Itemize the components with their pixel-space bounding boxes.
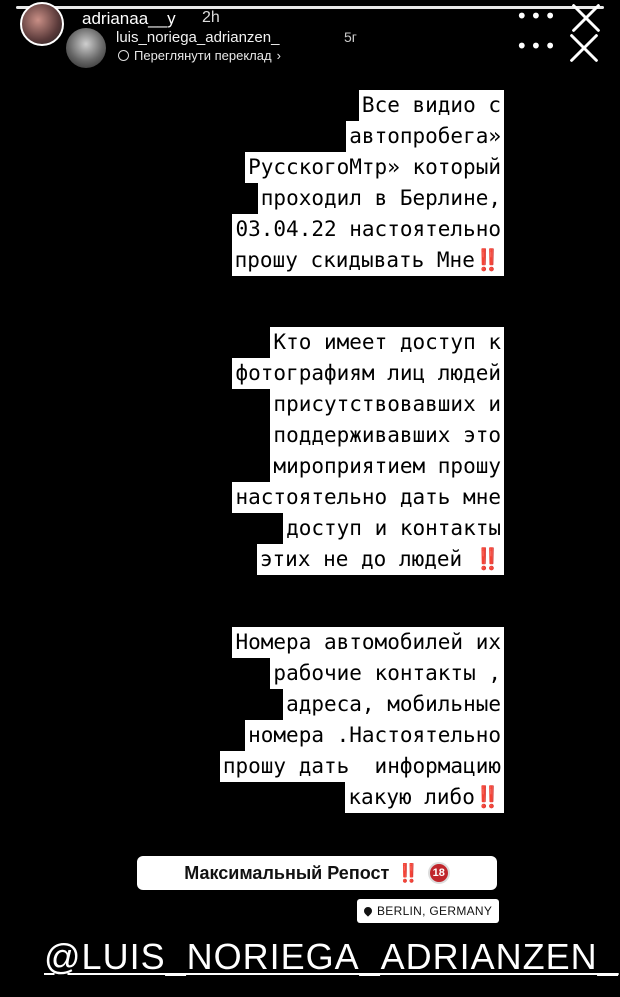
chevron-right-icon: › (276, 48, 281, 63)
story-timestamp: 2h (202, 9, 220, 26)
text-line: автопробега» (346, 121, 504, 152)
location-label: BERLIN, GERMANY (377, 904, 493, 918)
text-line: фотографиям лиц людей (232, 358, 504, 389)
line-text: прошу скидывать Мне (234, 248, 475, 272)
line-text: какую либо (348, 785, 475, 809)
double-exclamation-icon: ‼️ (474, 248, 501, 272)
text-line-with-emphasis (257, 544, 504, 575)
text-line: РусскогоМтр» который (245, 152, 504, 183)
text-block-3 (220, 627, 504, 813)
translate-link[interactable] (118, 48, 281, 63)
text-line: доступ и контакты (283, 513, 504, 544)
avatar[interactable] (20, 2, 64, 46)
mention-sticker[interactable]: @LUIS_NORIEGA_ADRIANZEN_ (44, 936, 619, 977)
text-line: присутствовавших и (270, 389, 504, 420)
text-line-with-emphasis (232, 245, 504, 276)
text-line: мироприятием прошу (270, 451, 504, 482)
text-line: Кто имеет доступ к (270, 327, 504, 358)
text-block-1 (232, 90, 504, 276)
repost-more-dots-icon[interactable]: • • • (515, 34, 554, 58)
repost-close-icon[interactable] (568, 32, 600, 64)
repost-sticker[interactable] (137, 856, 497, 890)
location-sticker[interactable] (357, 899, 499, 923)
more-dots-icon[interactable]: • • • (515, 4, 554, 28)
double-exclamation-icon: ‼️ (397, 862, 420, 883)
globe-icon (118, 50, 129, 61)
double-exclamation-icon: ‼️ (474, 785, 501, 809)
double-exclamation-icon: ‼️ (474, 547, 501, 571)
text-line: проходил в Берлине, (258, 183, 504, 214)
repost-timestamp: 5г (344, 29, 357, 45)
repost-username[interactable]: luis_noriega_adrianzen_ (116, 29, 280, 46)
text-line: настоятельно дать мне (232, 482, 504, 513)
line-text: этих не до людей (259, 547, 463, 571)
age-18-badge-icon: 18 (428, 862, 450, 884)
text-line: прошу дать информацию (220, 751, 504, 782)
translate-label: Переглянути переклад (134, 48, 272, 63)
repost-avatar[interactable] (66, 28, 106, 68)
text-line: Все видио с (359, 90, 504, 121)
text-line-with-emphasis (345, 782, 504, 813)
story-username[interactable]: adrianaa__y (82, 9, 176, 28)
text-line: адреса, мобильные (283, 689, 504, 720)
text-line: номера .Настоятельно (245, 720, 504, 751)
text-line: Номера автомобилей их (232, 627, 504, 658)
text-block-2 (232, 327, 504, 575)
text-line: поддерживавших это (270, 420, 504, 451)
text-line: 03.04.22 настоятельно (232, 214, 504, 245)
location-pin-icon (362, 905, 373, 916)
text-line: рабочие контакты , (270, 658, 504, 689)
repost-header (66, 26, 602, 68)
repost-text: Максимальный Репост (184, 862, 390, 883)
